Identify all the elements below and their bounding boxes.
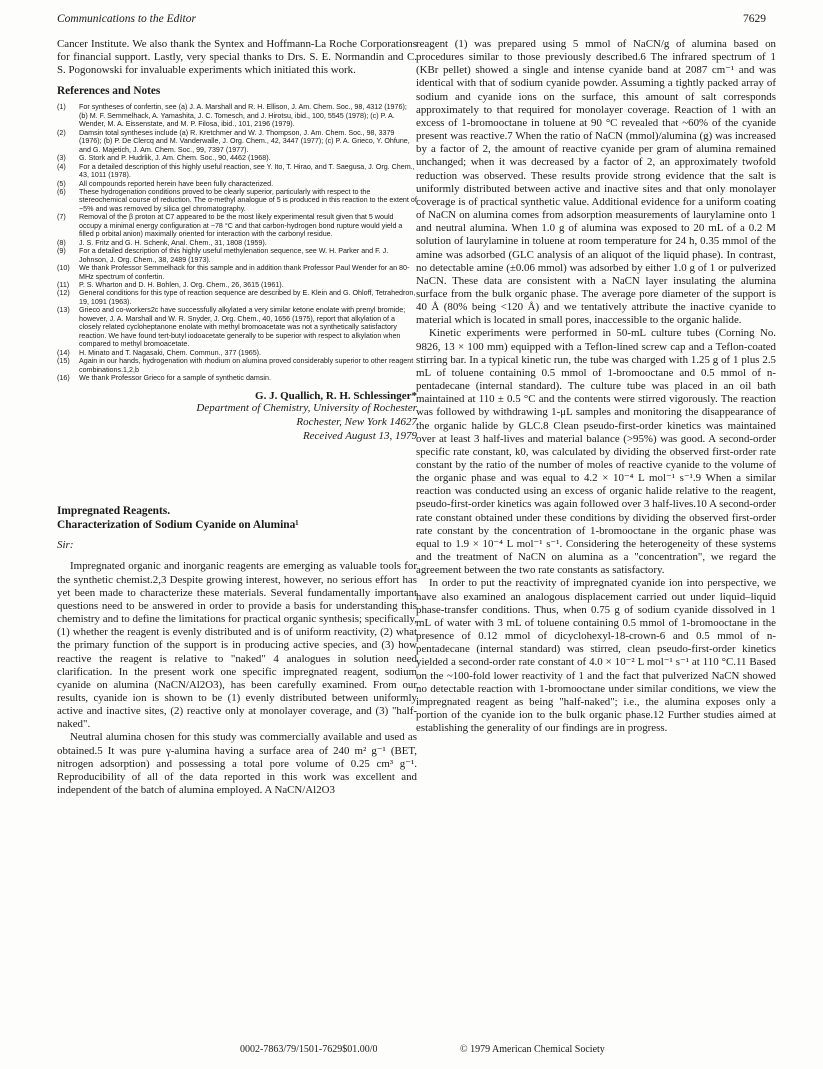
reference-item xyxy=(57,357,417,374)
reference-item xyxy=(57,154,417,162)
reference-text: J. S. Fritz and G. H. Schenk, Anal. Chem., 31, 1808 (1959). xyxy=(79,238,267,247)
journal-section-header: Communications to the Editor xyxy=(57,13,196,25)
reference-text: For syntheses of confertin, see (a) J. A. Marshall and R. H. Ellison, J. Am. Chem. Soc., 98, 4312 (1976); (b) M. F. Semmelhack, A. Yamashita, J. C. Tomesch, and J. Hirotsu, ibid., 100, 5545 (1978); (c) P. A. Wender, M. A. Eissenstate, and M. P. Filosa, ibid., 101, 2196 (1979). xyxy=(79,103,407,129)
reference-item xyxy=(57,349,417,357)
affiliation-line-1: Department of Chemistry, University of Rochester xyxy=(196,402,417,415)
reference-number: (14) xyxy=(57,348,70,357)
reference-item xyxy=(57,129,417,154)
reference-text: For a detailed description of this highly useful reaction, see Y. Ito, T. Hirao, and T. Saegusa, J. Org. Chem., 43, 1011 (1978). xyxy=(79,162,415,180)
kinetics-paragraph: Kinetic experiments were performed in 50-mL culture tubes (Corning No. 9826, 13 × 100 mm) equipped with a Teflon-lined screw cap and a Teflon-coated stirring bar. In a typical kinetic run, the tube was charged with 1.25 g of 1 plus 2.5 mL of toluene containing 0.5 mmol of 1-bromooctane and 0.5 mmol of n-pentadecane (internal standard). The culture tube was placed in an oil bath maintained at 110 ± 0.5 °C and the contents were stirred vigorously. The reaction was followed by withdrawing 1-μL samples and monitoring the disappearance of the organic halide by GLC.8 Clean pseudo-first-order kinetics was maintained over at least 3 half-lives and material balance (>95%) was good. A second-order specific rate constant, k0, was calculated by dividing the observed first-order rate constant by the ratio of the number of moles of reactive cyanide to the volume of the organic phase and was equal to 4.2 × 10⁻⁴ L mol⁻¹ s⁻¹.9 When a similar reaction was conducted using an excess of organic halide relative to the reagent, pseudo-first-order kinetics was again followed over 3 half-lives.10 A second-order rate constant obtained under these conditions by dividing the observed first-order rate constant by the concentration of 1-bromooctane in the organic phase was equal to 1.9 × 10⁻⁴ L mol⁻¹ s⁻¹. Considering the heterogeneity of these systems and the treatment of NaCN on alumina as a "concentration", we regard the agreement between the two rate constants as satisfactory. xyxy=(416,327,776,577)
reference-text: Damsin total syntheses include (a) R. Kretchmer and W. J. Thompson, J. Am. Chem. Soc., 98, 3379 (1976); (b) P. De Clercq and M. Vanderwalle, J. Org. Chem., 42, 3447 (1977); (c) P. A. Grieco, Y. Ohfune, and G. Majetich, J. Am. Chem. Soc., 99, 7397 (1977). xyxy=(79,128,410,154)
reference-number: (4) xyxy=(57,162,66,171)
reference-number: (15) xyxy=(57,357,70,366)
phase-transfer-paragraph: In order to put the reactivity of impregnated cyanide ion into perspective, we have also examined an analogous displacement carried out under liquid–liquid phase-transfer conditions. Thus, when 0.75 g of sodium cyanide dissolved in 1 mL of water with 3 mL of toluene containing 0.5 mmol of 1-bromooctane in the presence of 0.12 mmol of dicyclohexyl-18-crown-6 and 0.5 mmol of n-pentadecane (internal standard) was stirred, clean pseudo-first-order kinetics yielded a second-order rate constant of 4.0 × 10⁻² L mol⁻¹ s⁻¹ at 110 °C.11 Based on the ~100-fold lower reactivity of 1 and the fact that pulverized NaCN showed no detectable reaction with 1-bromooctane under similar conditions, we view the impregnated reagent as being "half-naked"; i.e., the alumina exposes only a portion of the cyanide ion to the bulk organic phase.12 Further studies aimed at establishing the generality of our findings are in progress. xyxy=(416,577,776,735)
reference-text: These hydrogenation conditions proved to be clearly superior, particularly with respect to the stereochemical course of reduction. The α-methyl analogue of 5 is produced in this reaction to the extent of ~5% and was removed by silica gel chromatography. xyxy=(79,188,417,213)
reference-item xyxy=(57,163,417,180)
reference-item xyxy=(57,213,417,238)
reference-text: General conditions for this type of reaction sequence are described by E. Klein and G. Ohloff, Tetrahedron, 19, 1091 (1963). xyxy=(79,289,416,306)
reference-number: (16) xyxy=(57,373,70,382)
reference-item xyxy=(57,247,417,264)
reference-text: Grieco and co-workers2c have successfully alkylated a very similar ketone enolate with prenyl bromide; however, J. A. Marshall and W. R. Snyder, J. Org. Chem., 40, 1656 (1975), report that alkylation of a closely related cycloheptanone enolate with methyl bromoacetate was not a synthetically satisfactory reaction. We have found tert-butyl iodoacetate generally to be superior with respect to alkylation when compared to methyl bromoacetate. xyxy=(79,306,406,349)
reagent-paragraph: reagent (1) was prepared using 5 mmol of NaCN/g of alumina based on procedures similar to those previously described.6 The infrared spectrum of 1 (KBr pellet) showed a single and intense cyanide band at 2087 cm⁻¹ and was identical with that of sodium cyanide powder. Assuming a tightly packed array of sodium and cyanide ions on the surface, this amount of salt corresponds approximately to that required for monolayer coverage. Reaction of 1 with an excess of 1-bromooctane in toluene at 90 °C revealed that ~60% of the cyanide present was reactive.7 When the ratio of NaCN (mmol)/alumina (g) was increased by a factor of 2, the amount of reactive cyanide per gram of alumina remained unchanged; when it was decreased by a factor of 2, an approximately twofold reduction was observed. These results provide strong evidence that the salt is uniformly distributed between active and inactive sites and that only monolayer coverage is of practical synthetic value. Additional evidence for a uniform coating of NaCN on alumina comes from adsorption measurements of laurylamine onto 1 and neutral alumina. When 1.0 g of alumina was exposed to 20 mL of a 0.2 M solution of laurylamine in toluene at room temperature for 24 h, 0.35 mmol of the amine was adsorbed (GLC analysis of an aliquot of the liquid phase). In contrast, no detectable amine (±0.06 mmol) was adsorbed by either 1.0 g of 1 or pulverized NaCN. These data are consistent with a NaCN layer insulating the alumina surface from the bulk organic phase. The average pore diameter of the support is 40 Å (80% being <120 Å) and we tentatively attribute the inactive cyanide to material which is located in small pores, inaccessible to the organic halide. xyxy=(416,38,776,327)
reference-number: (8) xyxy=(57,238,66,247)
reference-number: (11) xyxy=(57,280,70,289)
reference-text: All compounds reported herein have been fully characterized. xyxy=(79,179,274,188)
reference-text: Again in our hands, hydrogenation with rhodium on alumina proved considerably superior to other reagent combinations.1,2,b xyxy=(79,357,414,374)
footer-code: 0002-7863/79/1501-7629$01.00/0 xyxy=(240,1044,378,1055)
reference-text: G. Stork and P. Hudrlik, J. Am. Chem. Soc., 90, 4462 (1968). xyxy=(79,154,271,163)
reference-item xyxy=(57,289,417,306)
reference-item xyxy=(57,374,417,382)
reference-item xyxy=(57,281,417,289)
reference-number: (5) xyxy=(57,179,66,188)
reference-item xyxy=(57,264,417,281)
reference-text: H. Minato and T. Nagasaki, Chem. Commun., 377 (1965). xyxy=(79,348,262,357)
reference-number: (1) xyxy=(57,103,66,112)
reference-text: We thank Professor Grieco for a sample of synthetic damsin. xyxy=(79,373,271,382)
reference-number: (9) xyxy=(57,247,66,256)
reference-number: (2) xyxy=(57,128,66,137)
reference-number: (6) xyxy=(57,188,66,196)
reference-number: (10) xyxy=(57,264,70,273)
article-title xyxy=(57,504,417,532)
reference-text: For a detailed description of this highly useful methylenation sequence, see W. H. Parker and F. J. Johnson, J. Org. Chem., 38, 2489 (1973). xyxy=(79,247,389,264)
alumina-paragraph: Neutral alumina chosen for this study was commercially available and used as obtained.5 It was pure γ-alumina having a surface area of 240 m² g⁻¹ (BET, nitrogen adsorption) and possessing a total pore volume of 0.25 cm³ g⁻¹. Reproducibility of all of the data reported in this work was excellent and independent of the batch of alumina employed. A NaCN/Al2O3 xyxy=(57,731,417,797)
affiliation-line-2: Rochester, New York 14627 xyxy=(296,415,417,428)
acknowledgment-text: Cancer Institute. We also thank the Syntex and Hoffmann-La Roche Corporations for financial support. Lastly, very special thanks to Drs. S. E. Normandin and C. S. Pogonowski for invaluable experiments which initiated this work. xyxy=(57,38,417,77)
reference-item xyxy=(57,239,417,247)
reference-number: (12) xyxy=(57,289,70,298)
authors: G. J. Quallich, R. H. Schlessinger* xyxy=(255,390,417,403)
reference-item xyxy=(57,103,417,128)
left-column xyxy=(57,38,417,797)
reference-number: (3) xyxy=(57,154,66,163)
footer-copyright: © 1979 American Chemical Society xyxy=(460,1044,605,1055)
reference-text: Removal of the β proton at C7 appeared to be the most likely experimental result given that 5 would occupy a minimal energy configuration at −78 °C and that carbon-hydrogen bond rupture would yield a filled p orbital anion) maximally oriented for interaction with the carbonyl residue. xyxy=(79,213,403,239)
references-heading: References and Notes xyxy=(57,85,161,98)
reference-item xyxy=(57,306,417,348)
received-date: Received August 13, 1979 xyxy=(302,430,417,443)
references-list xyxy=(57,103,417,382)
reference-text: We thank Professor Semmelhack for this sample and in addition thank Professor Paul Wender for an 80-MHz spectrum of confertin. xyxy=(79,264,410,281)
article-title-line-1: Impregnated Reagents. xyxy=(57,505,171,518)
reference-number: (13) xyxy=(57,306,70,315)
reference-number: (7) xyxy=(57,213,66,222)
article-title-line-2: Characterization of Sodium Cyanide on Alumina¹ xyxy=(57,519,299,532)
right-column xyxy=(416,38,776,735)
reference-item xyxy=(57,188,417,213)
intro-paragraph: Impregnated organic and inorganic reagents are emerging as valuable tools for the synthetic chemist.2,3 Despite growing interest, however, no serious effort has yet been made to characterize these materials. Several fundamentally important questions need to be answered in order to provide a basis for understanding this chemistry and to define the limitations for practical organic synthesis; specifically, (1) whether the reagent is evenly distributed and is of uniform reactivity, (2) what the primary function of the support is in producing active species, and (3) how reactive the reagent is relative to "naked" 4 analogues in solution need clarification. In the present work one specific impregnated reagent, sodium cyanide on alumina (NaCN/Al2O3), has been carefully examined. From our results, cyanide ion is shown to be (1) evenly distributed between uniformly active and inactive sites, (2) reactive only at monolayer coverage, and (3) "half-naked". xyxy=(57,560,417,731)
reference-text: P. S. Wharton and D. H. Bohlen, J. Org. Chem., 26, 3615 (1961). xyxy=(79,280,284,289)
page-number: 7629 xyxy=(743,13,766,25)
salutation: Sir: xyxy=(57,539,74,552)
reference-item xyxy=(57,180,417,188)
